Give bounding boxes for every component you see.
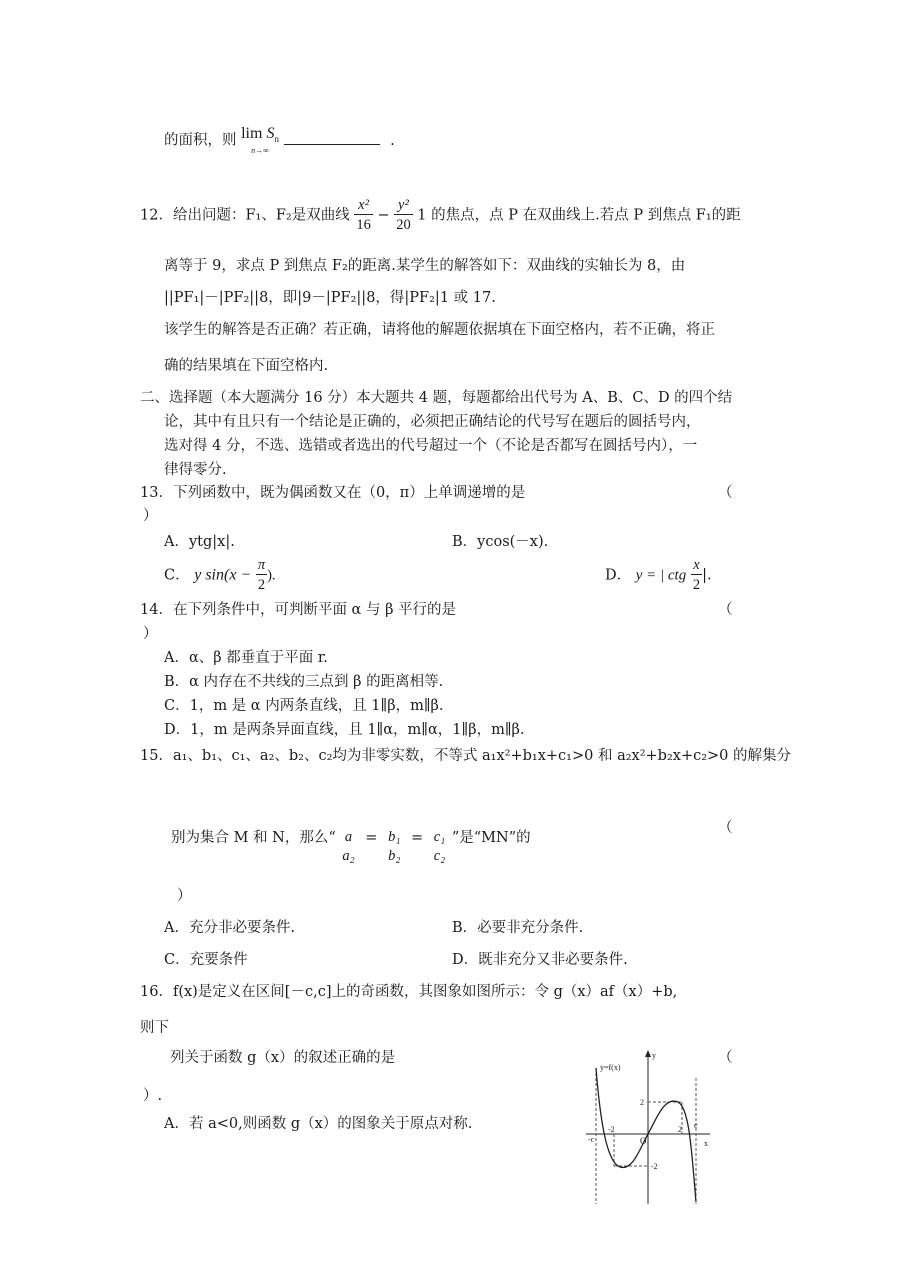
fraction-a: a a₂: [342, 829, 355, 864]
function-curve: [596, 1068, 696, 1202]
q16-stem: 16．f(x)是定义在区间[－c,c]上的奇函数，其图象如图所示：令 g（x）af（x）+b,: [140, 984, 678, 1000]
q12-line5: 确的结果填在下面空格内.: [164, 358, 329, 374]
q14-paren-close: ）: [143, 626, 158, 642]
tick-y-pos: 2: [640, 1098, 644, 1107]
q13-stem: 13．下列函数中，既为偶函数又在（0，π）上单调递增的是: [140, 485, 526, 501]
q15-paren-open: （: [718, 820, 733, 836]
q14-option-b: B．α 内存在不共线的三点到 β 的距离相等.: [164, 674, 444, 690]
q15-line2: 别为集合 M 和 N，那么“ a a₂ = b₁ b₂ = c₁ c₂ ”是“MN”的: [171, 829, 531, 864]
q14-paren-open: （: [718, 602, 733, 618]
fraction-y2-20: $\frac{\text{y²}}{20}$: [396, 197, 411, 233]
function-label: y=f(x): [600, 1063, 621, 1072]
fraction-x2-16: $\frac{\text{x²}}{16}$: [356, 197, 371, 233]
q15-option-a: A．充分非必要条件.: [164, 920, 296, 936]
q12-line3: ||PF₁|－|PF₂||8，即|9－|PF₂||8，得|PF₂|1 或 17.: [164, 290, 496, 306]
q13-paren-open: （: [718, 485, 733, 501]
section2-line1: 二、选择题（本大题满分 16 分）本大题共 4 题，每题都给出代号为 A、B、C、D 的四个结: [140, 390, 733, 406]
q13-option-c: C． y sin(x − $\frac{\pi}{2}$ ).: [164, 557, 276, 593]
area-line: 的面积，则 $\lim S_n$ n→∞ .: [164, 125, 395, 156]
q15-option-c: C．充要条件: [164, 952, 248, 968]
q14-option-c: C．1，m 是 α 内两条直线，且 1∥β，m∥β.: [164, 698, 444, 714]
q16-paren-open: （: [718, 1050, 733, 1066]
limit-expression: $\lim S_n$ n→∞: [241, 125, 279, 156]
tick-y-neg: -2: [651, 1162, 658, 1171]
x-axis-label: x: [704, 1139, 708, 1148]
function-graph: [582, 1048, 712, 1208]
q13-option-a: A．ytg|x|.: [164, 534, 235, 550]
tick-x-neg-c: -c: [588, 1135, 595, 1144]
tick-x-c: c: [694, 1121, 698, 1130]
q14-option-a: A．α、β 都垂直于平面 r.: [164, 650, 328, 666]
q16-line2: 则下: [140, 1020, 169, 1036]
tick-x-neg2: -2: [608, 1125, 615, 1134]
q15-paren-close: ）: [177, 888, 192, 904]
section2-line3: 选对得 4 分，不选、选错或者选出的代号超过一个（不论是否都写在圆括号内），一: [164, 438, 698, 454]
y-axis-arrow: [645, 1050, 651, 1057]
fraction-pi-2: $\frac{\pi}{2}$: [257, 557, 266, 593]
section2-line2: 论，其中有且只有一个结论是正确的，必须把正确结论的代号写在题后的圆括号内，: [164, 414, 701, 430]
q15-stem: 15．a₁、b₁、c₁、a₂、b₂、c₂均为非零实数，不等式 a₁x²+b₁x+c₁>0 和 a₂x²+b₂x+c₂>0 的解集分: [140, 748, 792, 764]
section2-line4: 律得零分.: [164, 462, 227, 478]
q12-line4: 该学生的解答是否正确？若正确，请将他的解题依据填在下面空格内，若不正确，将正: [164, 322, 715, 338]
y-axis-label: y: [652, 1051, 656, 1060]
q14-option-d: D．1，m 是两条异面直线，且 1∥α，m∥α，1∥β，m∥β.: [164, 722, 525, 738]
q15-option-b: B．必要非充分条件.: [452, 920, 584, 936]
q12-line1: 12．给出问题：F₁、F₂是双曲线 $\frac{\text{x²}}{16}$ − $\frac{\text{y²}}{20}$ 1 的焦点，点 P 在双曲线上.若点 P 到焦点 F₁的距: [140, 197, 741, 233]
fraction-x-2: $\frac{x}{2}$: [692, 557, 701, 593]
fraction-b: b₁ b₂: [388, 829, 401, 864]
origin-label: O: [640, 1136, 647, 1146]
q13-option-b: B．ycos(－x).: [452, 534, 549, 550]
q16-paren-close: ）.: [143, 1088, 163, 1104]
fraction-c: c₁ c₂: [433, 829, 446, 864]
q12-line2: 离等于 9，求点 P 到焦点 F₂的距离.某学生的解答如下：双曲线的实轴长为 8，由: [164, 258, 686, 274]
area-text: 的面积，则: [164, 132, 237, 149]
q15-option-d: D．既非充分又非必要条件.: [452, 952, 628, 968]
q13-option-d: D． y = | ctg $\frac{x}{2}$ |.: [605, 557, 712, 593]
answer-blank[interactable]: [284, 130, 380, 145]
q14-stem: 14．在下列条件中，可判断平面 α 与 β 平行的是: [140, 602, 457, 618]
tick-x-pos2: 2: [678, 1125, 682, 1134]
q13-paren-close: ）: [143, 508, 158, 524]
q16-line3: 列关于函数 g（x）的叙述正确的是: [170, 1050, 396, 1066]
q16-option-a: A．若 a<0,则函数 g（x）的图象关于原点对称.: [164, 1116, 473, 1132]
